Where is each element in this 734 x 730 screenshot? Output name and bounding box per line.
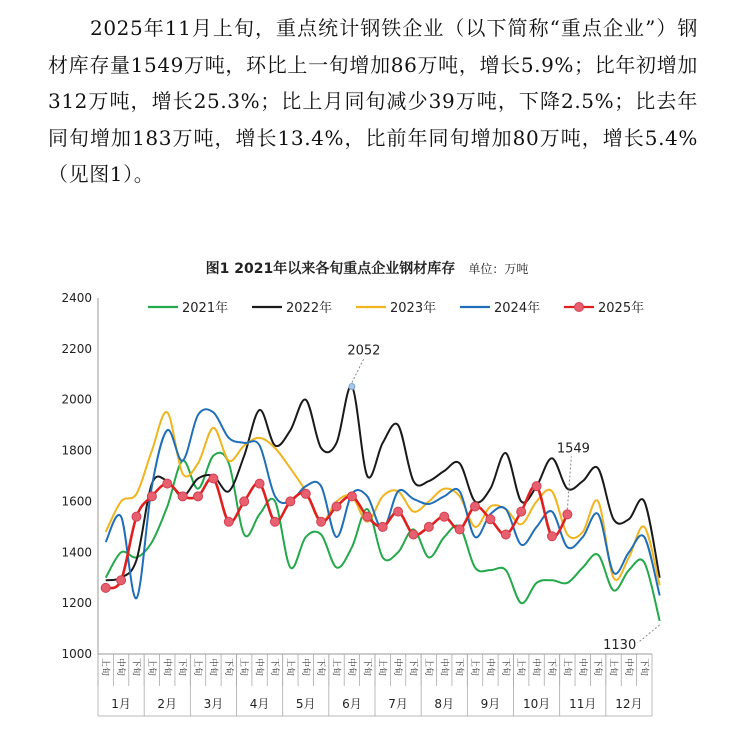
data-point-2025 xyxy=(101,583,110,592)
month-label: 3月 xyxy=(203,697,224,711)
x-tick-label: 中旬 xyxy=(530,658,541,677)
data-point-2025 xyxy=(486,515,495,524)
x-tick-label: 下旬 xyxy=(176,658,187,677)
data-point-2025 xyxy=(132,512,141,521)
summary-text: 2025年11月上旬，重点统计钢铁企业（以下简称“重点企业”）钢材库存量1549万吨，环比上一旬增加86万吨，增长5.9%；比年初增加312万吨，增长25.3%；比上月同旬减少39万吨，下降2.5%；比去年同旬增加183万吨，增长13.4%，比前年同旬增加80万吨，增长5.4%（见图1）。 xyxy=(48,16,698,186)
data-point-2025 xyxy=(455,525,464,534)
data-point-2025 xyxy=(532,482,541,491)
x-tick-label: 上旬 xyxy=(561,658,572,677)
data-point-2025 xyxy=(363,512,372,521)
y-tick-label: 2400 xyxy=(61,291,92,305)
x-tick-label: 上旬 xyxy=(330,658,341,677)
data-point-2025 xyxy=(501,530,510,539)
annotation-label: 1130 xyxy=(603,637,637,653)
month-label: 4月 xyxy=(249,697,270,711)
x-tick-label: 上旬 xyxy=(238,658,249,677)
data-point-2025 xyxy=(117,576,126,585)
series-line-2022年 xyxy=(106,386,660,580)
chart-title: 图1 2021年以来各旬重点企业钢材库存 xyxy=(205,261,456,277)
month-label: 8月 xyxy=(434,697,455,711)
data-point-2025 xyxy=(178,492,187,501)
annotation-label: 1549 xyxy=(556,441,590,457)
x-tick-label: 中旬 xyxy=(484,658,495,677)
annotation-label: 2052 xyxy=(347,343,381,359)
month-label: 7月 xyxy=(388,697,408,711)
x-tick-label: 下旬 xyxy=(499,658,510,677)
peak-marker xyxy=(349,383,355,389)
data-point-2025 xyxy=(424,522,433,531)
y-tick-label: 1200 xyxy=(61,596,92,611)
y-tick-label: 2200 xyxy=(61,341,92,356)
annotation-leader xyxy=(567,456,571,509)
x-tick-label: 中旬 xyxy=(622,658,633,677)
x-tick-label: 上旬 xyxy=(515,658,526,677)
series-line-2025年 xyxy=(106,478,568,588)
x-tick-label: 中旬 xyxy=(161,658,172,677)
data-point-2025 xyxy=(163,479,172,488)
data-point-2025 xyxy=(347,492,356,501)
legend-label: 2024年 xyxy=(494,301,541,316)
x-tick-label: 中旬 xyxy=(253,658,264,677)
x-tick-label: 上旬 xyxy=(145,658,156,677)
chart-unit-label: 单位：万吨 xyxy=(468,262,529,276)
x-tick-label: 上旬 xyxy=(376,658,387,677)
data-point-2025 xyxy=(517,507,526,516)
data-point-2025 xyxy=(147,492,156,501)
data-point-2025 xyxy=(286,497,295,506)
x-tick-label: 下旬 xyxy=(268,658,279,677)
month-label: 9月 xyxy=(480,697,501,711)
x-tick-label: 上旬 xyxy=(469,658,480,677)
data-point-2025 xyxy=(332,502,341,511)
data-point-2025 xyxy=(440,512,449,521)
month-label: 11月 xyxy=(569,697,597,711)
x-tick-label: 中旬 xyxy=(207,658,218,677)
x-tick-label: 中旬 xyxy=(438,658,449,677)
annotation-leader xyxy=(352,358,364,382)
month-label: 6月 xyxy=(342,697,362,711)
legend-label: 2025年 xyxy=(598,301,645,316)
legend-label: 2023年 xyxy=(390,301,437,316)
data-point-2025 xyxy=(301,489,310,498)
x-tick-label: 下旬 xyxy=(222,658,233,677)
x-tick-label: 下旬 xyxy=(453,658,464,677)
y-tick-label: 1000 xyxy=(61,647,92,661)
data-point-2025 xyxy=(270,517,279,526)
data-point-2025 xyxy=(317,517,326,526)
x-tick-label: 中旬 xyxy=(299,658,310,677)
month-label: 2月 xyxy=(157,697,178,711)
data-point-2025 xyxy=(471,502,480,511)
data-point-2025 xyxy=(409,530,418,539)
x-tick-label: 下旬 xyxy=(545,658,556,677)
month-label: 12月 xyxy=(615,697,643,711)
data-point-2025 xyxy=(394,507,403,516)
data-point-2025 xyxy=(209,474,218,483)
x-tick-label: 下旬 xyxy=(638,658,649,677)
legend-label: 2021年 xyxy=(182,301,229,316)
y-tick-label: 1800 xyxy=(61,443,92,458)
data-point-2025 xyxy=(255,479,264,488)
legend-label: 2022年 xyxy=(286,301,333,316)
x-tick-label: 中旬 xyxy=(345,658,356,677)
month-label: 1月 xyxy=(111,697,131,711)
data-point-2025 xyxy=(194,492,203,501)
x-tick-label: 中旬 xyxy=(115,658,126,677)
y-tick-label: 1600 xyxy=(61,494,92,509)
data-point-2025 xyxy=(563,510,572,519)
x-tick-label: 中旬 xyxy=(392,658,403,677)
x-tick-label: 下旬 xyxy=(361,658,372,677)
y-tick-label: 2000 xyxy=(61,392,92,407)
summary-paragraph xyxy=(48,10,698,193)
month-label: 10月 xyxy=(522,697,551,711)
data-point-2025 xyxy=(547,532,556,541)
data-point-2025 xyxy=(240,497,249,506)
data-point-2025 xyxy=(224,517,233,526)
x-tick-label: 下旬 xyxy=(407,658,418,677)
x-tick-label: 上旬 xyxy=(422,658,433,677)
x-tick-label: 上旬 xyxy=(607,658,618,677)
x-tick-label: 上旬 xyxy=(192,658,203,677)
x-tick-label: 下旬 xyxy=(315,658,326,677)
x-tick-label: 下旬 xyxy=(592,658,603,677)
chart-title-block xyxy=(0,258,734,278)
data-point-2025 xyxy=(378,522,387,531)
legend-marker xyxy=(575,303,584,312)
x-tick-label: 上旬 xyxy=(284,658,295,677)
annotation-leader xyxy=(638,625,660,643)
inventory-line-chart xyxy=(0,280,734,720)
y-tick-label: 1400 xyxy=(61,545,92,560)
month-label: 5月 xyxy=(295,697,316,711)
x-tick-label: 上旬 xyxy=(99,658,110,677)
series-line-2024年 xyxy=(106,409,660,598)
x-tick-label: 中旬 xyxy=(576,658,587,677)
x-tick-label: 下旬 xyxy=(130,658,141,677)
